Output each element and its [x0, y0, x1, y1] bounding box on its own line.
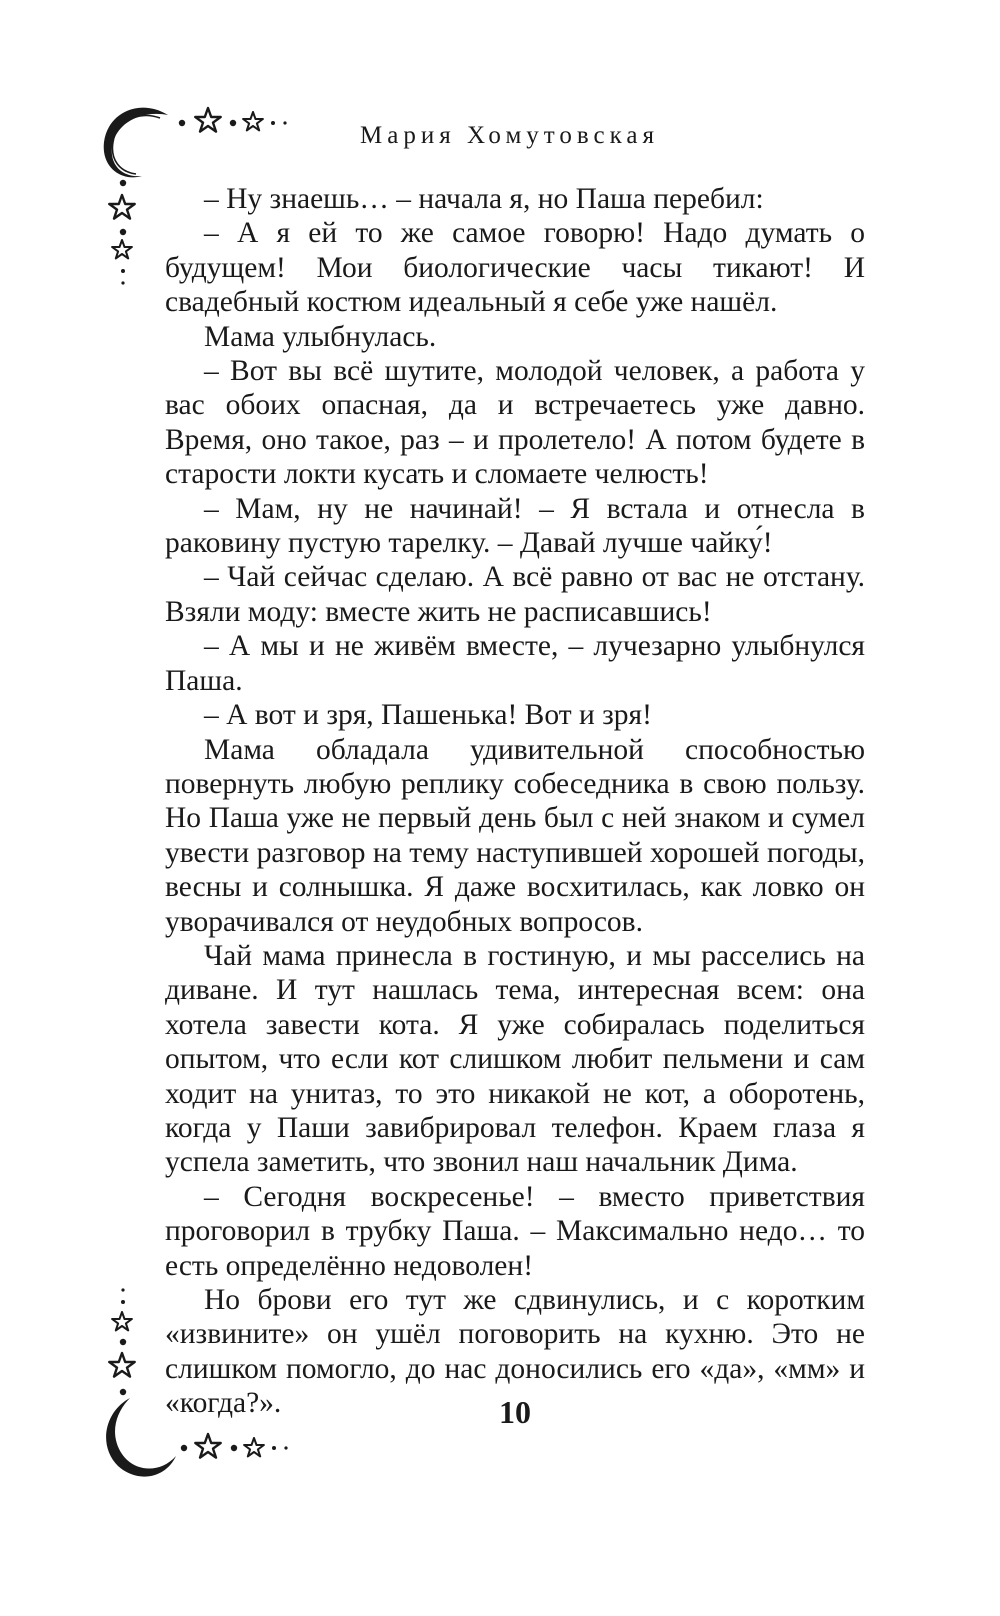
paragraph: Мама улыбнулась.	[204, 320, 437, 353]
dot-icon	[272, 1446, 276, 1450]
body-text	[165, 182, 865, 1421]
paragraph: – А я ей то же самое говорю! Надо думать о будущем! Мои биологические часы тикают! И свадебный костюм идеальный я себе уже нашёл.	[165, 217, 865, 319]
paragraph: – Ну знаешь… – начала я, но Паша перебил:	[204, 183, 764, 215]
paragraph: Но брови его тут же сдвинулись, и с коротким «извините» он ушёл поговорить на кухню. Это не слишком помогло, до нас доносились его «да», «мм» и «когда?».	[165, 1284, 865, 1420]
page-number: 10	[499, 1394, 531, 1430]
dot-icon	[181, 1445, 187, 1451]
star-outline-icon	[244, 1438, 264, 1456]
paragraph: – Чай сейчас сделаю. А всё равно от вас не отстану. Взяли моду: вместе жить не расписавшись!	[165, 561, 865, 628]
running-header-author: Мария Хомутовская	[360, 122, 659, 149]
paragraph: – Сегодня воскресенье! – вместо приветствия проговорил в трубку Паша. – Максимально недо… то есть определённо недоволен!	[165, 1180, 865, 1282]
paragraph: Мама обладала удивительной способностью повернуть любую реплику собеседника в свою пользу. Но Паша уже не первый день был с ней знаком и сумел увести разговор на тему наступившей хорошей погоды, весны и солнышка. Я даже восхитилась, как ловко он уворачивался от неудобных вопросов.	[165, 733, 865, 938]
paragraph: – Мам, ну не начинай! – Я встала и отнесла в раковину пустую тарелку. – Давай лучше чайку́!	[165, 492, 865, 560]
dot-icon	[231, 1445, 237, 1451]
paragraph: Чай мама принесла в гостиную, и мы расселись на диване. И тут нашлась тема, интересная всем: она хотела завести кота. Я уже собиралась поделиться опытом, что если кот слишком любит пельмени и сам ходит на унитаз, то это никакой не кот, а оборотень, когда у Паши завибрировал телефон. Краем глаза я успела заметить, что звонил наш начальник Дима.	[165, 939, 865, 1179]
paragraph: – Вот вы всё шутите, молодой человек, а работа у вас обоих опасная, да и встречаетесь уже давно. Время, оно такое, раз – и пролетело! А потом будете в старости локти кусать и сломаете челюсть!	[165, 355, 865, 491]
dot-icon	[121, 1300, 125, 1304]
dot-icon	[120, 1339, 126, 1345]
paragraph: – А мы и не живём вместе, – лучезарно улыбнулся Паша.	[165, 630, 865, 697]
dot-icon	[284, 1446, 287, 1449]
dot-icon	[121, 1288, 124, 1291]
star-outline-icon	[109, 1353, 134, 1377]
star-outline-icon	[195, 1434, 220, 1458]
star-outline-icon	[112, 1312, 132, 1330]
paragraph: – А вот и зря, Пашенька! Вот и зря!	[204, 699, 652, 732]
